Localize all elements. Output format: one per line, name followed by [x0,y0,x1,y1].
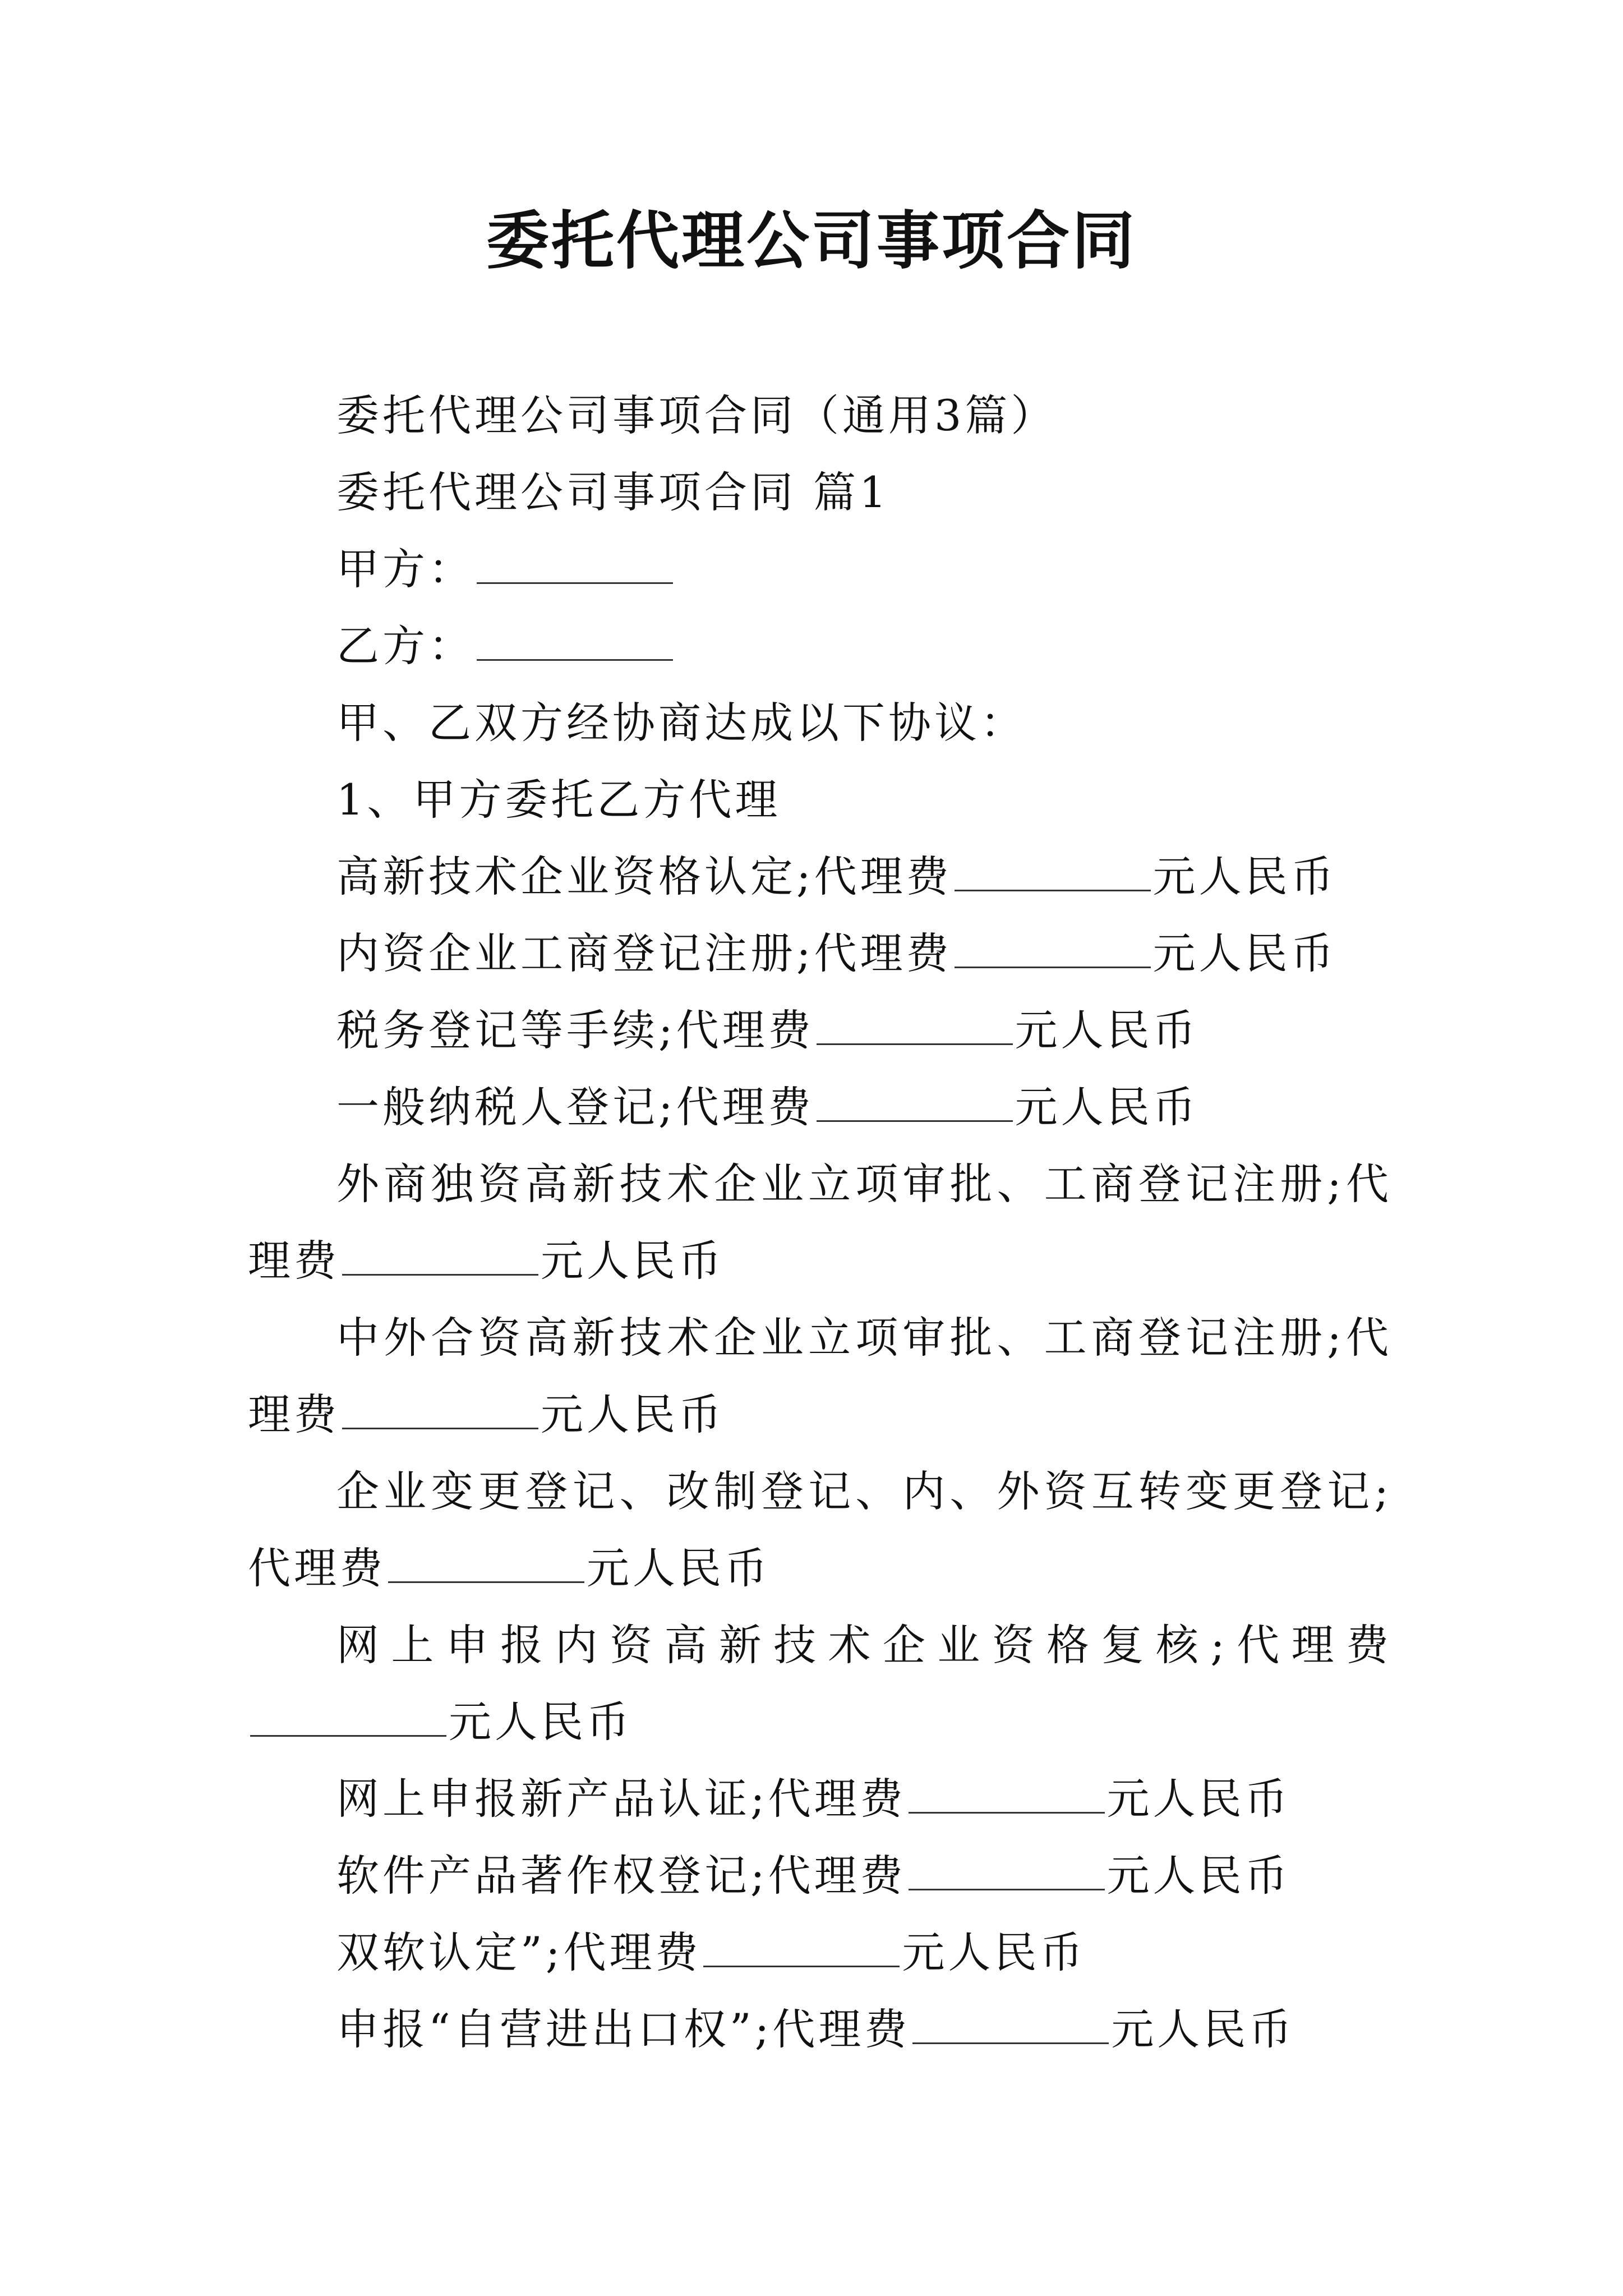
fee-suffix: 元人民币 [1111,2004,1295,2054]
fee-suffix: 元人民币 [1106,1774,1291,1824]
document-title: 委托代理公司事项合同 [486,204,1137,278]
fee-suffix: 元人民币 [1152,852,1337,901]
document-subtitle: 委托代理公司事项合同（通用3篇） [336,390,1057,440]
fee-suffix: 元人民币 [1015,1082,1199,1132]
fee-item-text: 中外合资高新技术企业立项审批、工商登记注册;代理费 [248,1313,1392,1439]
fee-item-text: 税务登记等手续;代理费 [336,1005,814,1055]
fee-suffix: 元人民币 [449,1697,633,1747]
fee-suffix: 元人民币 [902,1927,1086,1977]
fee-item-text: 网上申报新产品认证;代理费 [336,1774,906,1824]
fee-blank [703,1930,900,1967]
fee-item [248,1914,1392,1991]
fee-blank [817,1084,1013,1122]
fee-item [248,1991,1392,2068]
fee-item [248,1069,1392,1145]
fee-item-text: 软件产品著作权登记;代理费 [336,1851,906,1901]
party-a-line [248,531,1392,608]
fee-item-text: 企业变更登记、改制登记、内、外资互转变更登记;代理费 [248,1466,1392,1593]
party-b-blank [477,623,673,661]
document-body [248,377,1392,2068]
fee-suffix: 元人民币 [1106,1851,1291,1901]
fee-suffix: 元人民币 [541,1236,725,1286]
fee-item-text: 申报“自营进出口权”;代理费 [336,2004,911,2054]
fee-item-wrapped [248,1299,1392,1453]
fee-item [248,1760,1392,1837]
fee-blank [388,1545,584,1583]
fee-item-text: 内资企业工商登记注册;代理费 [336,928,952,978]
fee-blank [342,1238,538,1276]
party-b-label: 乙方： [336,621,474,671]
fee-item-wrapped [248,1145,1392,1299]
fee-suffix: 元人民币 [1152,928,1337,978]
fee-item-text: 一般纳税人登记;代理费 [336,1082,814,1132]
fee-blank [955,931,1151,968]
fee-blank [817,1007,1013,1045]
fee-blank [342,1392,538,1429]
fee-item [248,1837,1392,1914]
fee-item [248,992,1392,1069]
party-a-blank [477,546,673,584]
fee-suffix: 元人民币 [541,1389,725,1439]
fee-blank [912,2007,1109,2044]
fee-item-text: 双软认定”;代理费 [336,1927,702,1977]
fee-item-text: 高新技术企业资格认定;代理费 [336,852,952,901]
fee-item-wrapped [248,1453,1392,1607]
section-heading: 委托代理公司事项合同 篇1 [336,467,890,517]
clause-1: 1、甲方委托乙方代理 [336,775,781,825]
party-b-line [248,608,1392,684]
fee-item [248,915,1392,992]
fee-item [248,838,1392,915]
fee-item-wrapped [248,1607,1392,1760]
fee-blank [909,1853,1105,1890]
fee-blank [909,1776,1105,1814]
fee-item-text: 外商独资高新技术企业立项审批、工商登记注册;代理费 [248,1159,1392,1286]
party-a-label: 甲方： [336,544,474,594]
fee-blank [250,1699,446,1737]
fee-suffix: 元人民币 [587,1543,771,1593]
fee-suffix: 元人民币 [1015,1005,1199,1055]
fee-item-text: 网上申报内资高新技术企业资格复核;代理费 [336,1620,1392,1670]
agreement-intro: 甲、乙双方经协商达成以下协议： [336,698,1026,748]
fee-blank [955,854,1151,891]
